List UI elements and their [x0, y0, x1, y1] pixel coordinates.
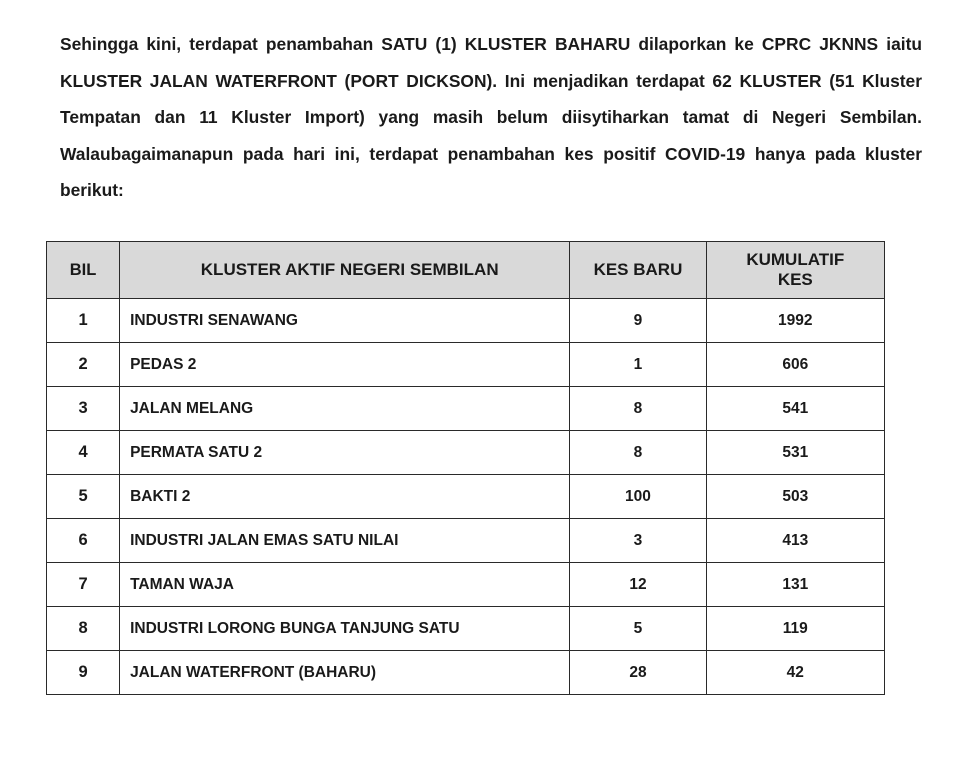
cell-cumulative: 541 — [706, 387, 884, 431]
table-row — [47, 475, 885, 519]
cell-cumulative: 131 — [706, 563, 884, 607]
table-row — [47, 607, 885, 651]
cell-cumulative: 119 — [706, 607, 884, 651]
cell-bil: 7 — [47, 563, 120, 607]
cell-new-cases: 1 — [570, 343, 706, 387]
table-body — [47, 299, 885, 695]
cell-new-cases: 9 — [570, 299, 706, 343]
table-row — [47, 651, 885, 695]
table-row — [47, 299, 885, 343]
cluster-table — [46, 241, 885, 695]
cell-cluster-name: INDUSTRI SENAWANG — [120, 299, 570, 343]
header-cluster: KLUSTER AKTIF NEGERI SEMBILAN — [120, 242, 570, 299]
table-row — [47, 519, 885, 563]
cell-cluster-name: INDUSTRI JALAN EMAS SATU NILAI — [120, 519, 570, 563]
cell-cumulative: 42 — [706, 651, 884, 695]
cell-cluster-name: BAKTI 2 — [120, 475, 570, 519]
cell-new-cases: 8 — [570, 387, 706, 431]
table-row — [47, 431, 885, 475]
cell-bil: 2 — [47, 343, 120, 387]
header-bil: BIL — [47, 242, 120, 299]
intro-paragraph: Sehingga kini, terdapat penambahan SATU (1) KLUSTER BAHARU dilaporkan ke CPRC JKNNS iaitu KLUSTER JALAN WATERFRONT (PORT DICKSON). Ini menjadikan terdapat 62 KLUSTER (51 Kluster Tempatan dan 11 Kluster Import) yang masih belum diisytiharkan tamat di Negeri Sembilan. Walaubagaimanapun pada hari ini, terdapat penambahan kes positif COVID-19 hanya pada kluster berikut: — [60, 34, 922, 200]
header-cumulative-line1: KUMULATIF — [746, 250, 845, 269]
cell-cluster-name: JALAN MELANG — [120, 387, 570, 431]
header-cumulative — [706, 242, 884, 299]
table-row — [47, 343, 885, 387]
table-row — [47, 387, 885, 431]
cell-cumulative: 531 — [706, 431, 884, 475]
cell-cluster-name: TAMAN WAJA — [120, 563, 570, 607]
cell-cluster-name: PERMATA SATU 2 — [120, 431, 570, 475]
cell-cluster-name: JALAN WATERFRONT (BAHARU) — [120, 651, 570, 695]
cell-bil: 8 — [47, 607, 120, 651]
table-row — [47, 563, 885, 607]
cell-cumulative: 1992 — [706, 299, 884, 343]
cell-bil: 6 — [47, 519, 120, 563]
cell-cumulative: 413 — [706, 519, 884, 563]
cell-new-cases: 3 — [570, 519, 706, 563]
header-new-cases: KES BARU — [570, 242, 706, 299]
table-header-row — [47, 242, 885, 299]
cell-new-cases: 28 — [570, 651, 706, 695]
cell-cumulative: 606 — [706, 343, 884, 387]
cell-cluster-name: INDUSTRI LORONG BUNGA TANJUNG SATU — [120, 607, 570, 651]
cell-bil: 3 — [47, 387, 120, 431]
cell-cumulative: 503 — [706, 475, 884, 519]
cell-new-cases: 100 — [570, 475, 706, 519]
cell-new-cases: 8 — [570, 431, 706, 475]
cell-bil: 5 — [47, 475, 120, 519]
cell-bil: 4 — [47, 431, 120, 475]
cell-new-cases: 12 — [570, 563, 706, 607]
cell-cluster-name: PEDAS 2 — [120, 343, 570, 387]
cell-bil: 9 — [47, 651, 120, 695]
header-cumulative-line2: KES — [777, 270, 813, 289]
cell-bil: 1 — [47, 299, 120, 343]
cell-new-cases: 5 — [570, 607, 706, 651]
